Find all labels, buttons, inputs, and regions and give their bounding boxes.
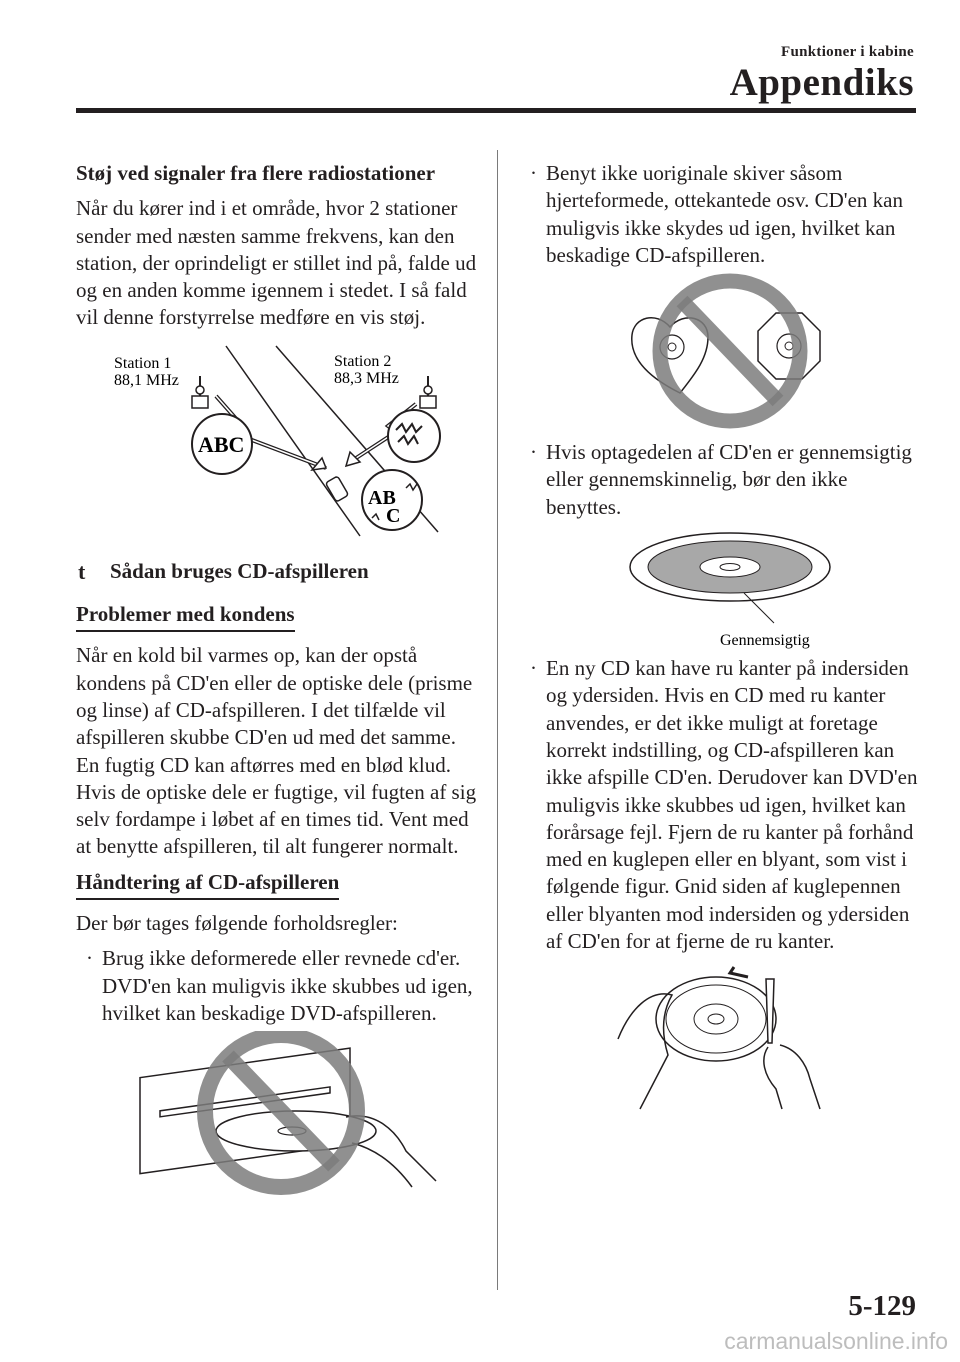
mixed-sound-bubble: [362, 470, 422, 530]
svg-text:ABC: ABC: [198, 431, 245, 457]
noise-text: Når du kører ind i et område, hvor 2 stationer sender med næsten samme frekvens, kan den station, der oprindeligt er stillet ind på, falde ud og en anden komme igennem i stedet. I så fald vil denne forstyrrelse medføre en vis støj.: [76, 196, 477, 330]
antenna-1-icon: [192, 376, 208, 408]
car-icon: [325, 476, 348, 502]
condensation-heading: Problemer med kondens: [76, 601, 295, 632]
list-item: · Hvis optagedelen af CD'en er gennemsigtig eller gennemskinnelig, bør den ikke benyttes.: [530, 440, 912, 519]
handling-intro: Der bør tages følgende forholdsregler:: [76, 911, 398, 936]
right-column: [520, 160, 920, 1119]
svg-text:C: C: [386, 504, 401, 527]
condensation-text: Når en kold bil varmes op, kan der opstå kondens på CD'en eller de optiske dele (prisme og linse) af CD-afspilleren. I det tilfælde vil afspilleren skubbe CD'en ud med det samme. En fugtig CD kan aftørres med en blød klud. Hvis de optiske dele er fugtige, vil fugten af sig selv fordampe i løbet af en times tid. Vent med at benytte afspilleren, til alt fungerer normalt.: [76, 643, 477, 859]
list-item: · Brug ikke deformerede eller revnede cd'er. DVD'en kan muligvis ikke skubbes ud igen, hvilket kan beskadige DVD-afspilleren.: [86, 946, 473, 1025]
list-item: · Benyt ikke uoriginale skiver såsom hjerteformede, ottekantede osv. CD'en kan muligvis ikke skydes ud igen, hvilket kan beskadige CD-afspilleren.: [530, 161, 903, 267]
header-rule: [76, 108, 916, 113]
page-number: 5-129: [848, 1290, 916, 1322]
list-item: · En ny CD kan have ru kanter på indersiden og ydersiden. Hvis en CD med ru kanter anvendes, er det ikke muligt at foretage korrekt indstilling, og CD-afspilleren kan ikke afspille CD'en. Derudover kan DVD'en muligvis ikke skubbes ud igen, hvilket kan forårsage fejl. Fjern de ru kanter på forhånd med en kuglepen eller en blyant, som vist i følgende figur. Gnid siden af kuglepennen eller blyanten mod indersiden og ydersiden af CD'en for at fjerne de ru kanter.: [530, 656, 918, 954]
transparent-disc-figure: [520, 525, 920, 655]
radio-interference-figure: [76, 340, 480, 540]
station2-freq: 88,3 MHz: [334, 369, 399, 387]
noise-bubble: [388, 410, 440, 462]
section-heading-text: Sådan bruges CD-afspilleren: [110, 558, 369, 583]
left-column: [76, 160, 480, 1201]
column-divider: [497, 150, 498, 1290]
noise-heading: Støj ved signaler fra flere radiostationer: [76, 161, 436, 185]
no-deformed-disc-figure: [116, 1031, 446, 1201]
no-odd-shape-disc-figure: [520, 273, 920, 433]
watermark-site: carmanualsonline.info: [724, 1328, 948, 1354]
section-marker: t: [78, 558, 86, 584]
station1-freq: 88,1 MHz: [114, 371, 179, 389]
station1-name: Station 1: [114, 354, 172, 372]
page-title: Appendiks: [729, 61, 914, 104]
svg-text:AB: AB: [368, 486, 396, 509]
header-section-label: Funktioner i kabine: [781, 44, 914, 60]
handling-heading: Håndtering af CD-afspilleren: [76, 869, 339, 900]
transparent-label: Gennemsigtig: [720, 632, 810, 650]
remove-rough-edges-figure: [520, 959, 920, 1119]
clear-sound-bubble: [192, 414, 252, 474]
section-heading: [76, 558, 480, 585]
antenna-2-icon: [420, 376, 436, 408]
station2-name: Station 2: [334, 352, 392, 370]
